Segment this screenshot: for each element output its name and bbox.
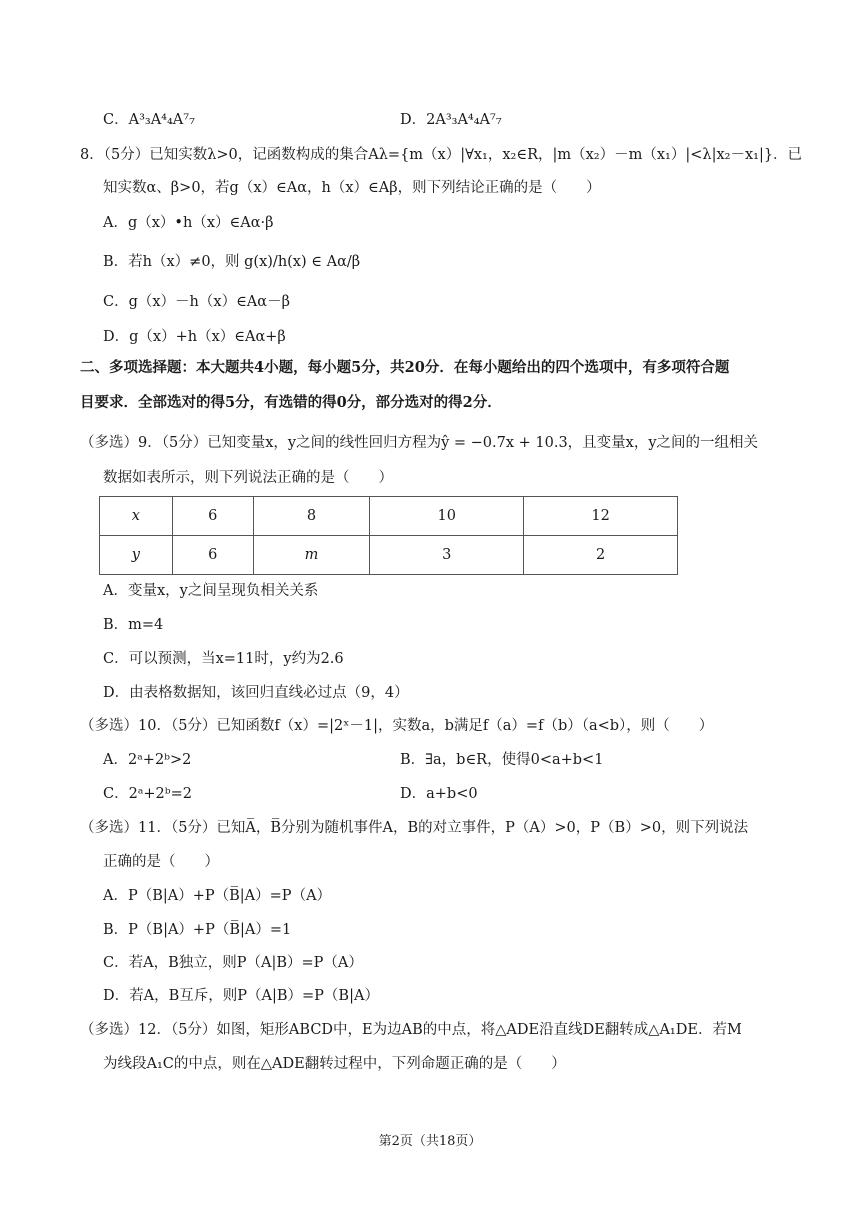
- q10-option-c: C．2ᵃ+2ᵇ=2: [103, 786, 192, 802]
- table-row: [100, 497, 678, 536]
- q9-data-table: [99, 496, 678, 575]
- table-row: [100, 536, 678, 575]
- table-cell: 3: [370, 536, 524, 575]
- q7-option-c: C．A³₃A⁴₄A⁷₇: [103, 112, 195, 128]
- q11-stem-line2: 正确的是（ ）: [103, 854, 219, 870]
- q11-option-a: A．P（B|A）+P（B̅|A）=P（A）: [103, 888, 332, 904]
- q9-option-a: A．变量x，y之间呈现负相关关系: [103, 583, 319, 599]
- section2-heading-line2: 目要求．全部选对的得5分，有选错的得0分，部分选对的得2分．: [80, 394, 502, 411]
- table-cell: 2: [524, 536, 678, 575]
- table-cell: y: [100, 536, 173, 575]
- section2-heading-line1: 二、多项选择题：本大题共4小题，每小题5分，共20分．在每小题给出的四个选项中，有多项符合题: [80, 359, 730, 376]
- q12-stem-line1: （多选）12．（5分）如图，矩形ABCD中，E为边AB的中点，将△ADE沿直线DE翻转成△A₁DE．若M: [80, 1022, 742, 1038]
- q11-option-b: B．P（B|A）+P（B̅|A）=1: [103, 922, 292, 938]
- q8-option-b: B．若h（x）≠0，则 g(x)/h(x) ∈ Aα/β: [103, 254, 361, 270]
- q9-stem-line2: 数据如表所示，则下列说法正确的是（ ）: [103, 470, 393, 486]
- q8-stem-line1: 8．（5分）已知实数λ>0，记函数构成的集合Aλ={m（x）|∀x₁，x₂∈R，|m（x₂）－m（x₁）|<λ|x₂－x₁|}．已: [80, 147, 803, 163]
- q9-option-d: D．由表格数据知，该回归直线必过点（9，4）: [103, 685, 409, 701]
- q10-option-d: D．a+b<0: [400, 786, 478, 802]
- q11-stem-line1: （多选）11．（5分）已知A̅，B̅分别为随机事件A，B的对立事件，P（A）>0，P（B）>0，则下列说法: [80, 820, 749, 836]
- table-cell: m: [253, 536, 370, 575]
- q7-option-d: D．2A³₃A⁴₄A⁷₇: [400, 112, 502, 128]
- q8-stem-line2: 知实数α、β>0，若g（x）∈Aα，h（x）∈Aβ，则下列结论正确的是（ ）: [103, 180, 601, 196]
- table-cell: 6: [172, 536, 253, 575]
- table-cell: 12: [524, 497, 678, 536]
- q8-option-d: D．g（x）+h（x）∈Aα+β: [103, 329, 286, 345]
- q8-option-c: C．g（x）－h（x）∈Aα－β: [103, 294, 290, 310]
- q10-option-b: B．∃a，b∈R，使得0<a+b<1: [400, 752, 604, 768]
- table-cell: 6: [172, 497, 253, 536]
- q11-option-c: C．若A，B独立，则P（A|B）=P（A）: [103, 955, 363, 971]
- q10-option-a: A．2ᵃ+2ᵇ>2: [103, 752, 192, 768]
- table-cell: 10: [370, 497, 524, 536]
- q8-option-a: A．g（x）•h（x）∈Aα·β: [103, 215, 274, 231]
- table-cell: x: [100, 497, 173, 536]
- q10-stem: （多选）10．（5分）已知函数f（x）=|2ˣ－1|，实数a，b满足f（a）=f（b）（a<b），则（ ）: [80, 718, 714, 734]
- q12-stem-line2: 为线段A₁C的中点，则在△ADE翻转过程中，下列命题正确的是（ ）: [103, 1056, 566, 1072]
- table-cell: 8: [253, 497, 370, 536]
- q9-option-b: B．m=4: [103, 617, 164, 633]
- q9-stem-line1: （多选）9．（5分）已知变量x，y之间的线性回归方程为ŷ = −0.7x + 10.3，且变量x，y之间的一组相关: [80, 435, 759, 451]
- q9-option-c: C．可以预测，当x=11时，y约为2.6: [103, 651, 344, 667]
- page-number-footer: 第2页（共18页）: [378, 1134, 482, 1149]
- q11-option-d: D．若A，B互斥，则P（A|B）=P（B|A）: [103, 988, 379, 1004]
